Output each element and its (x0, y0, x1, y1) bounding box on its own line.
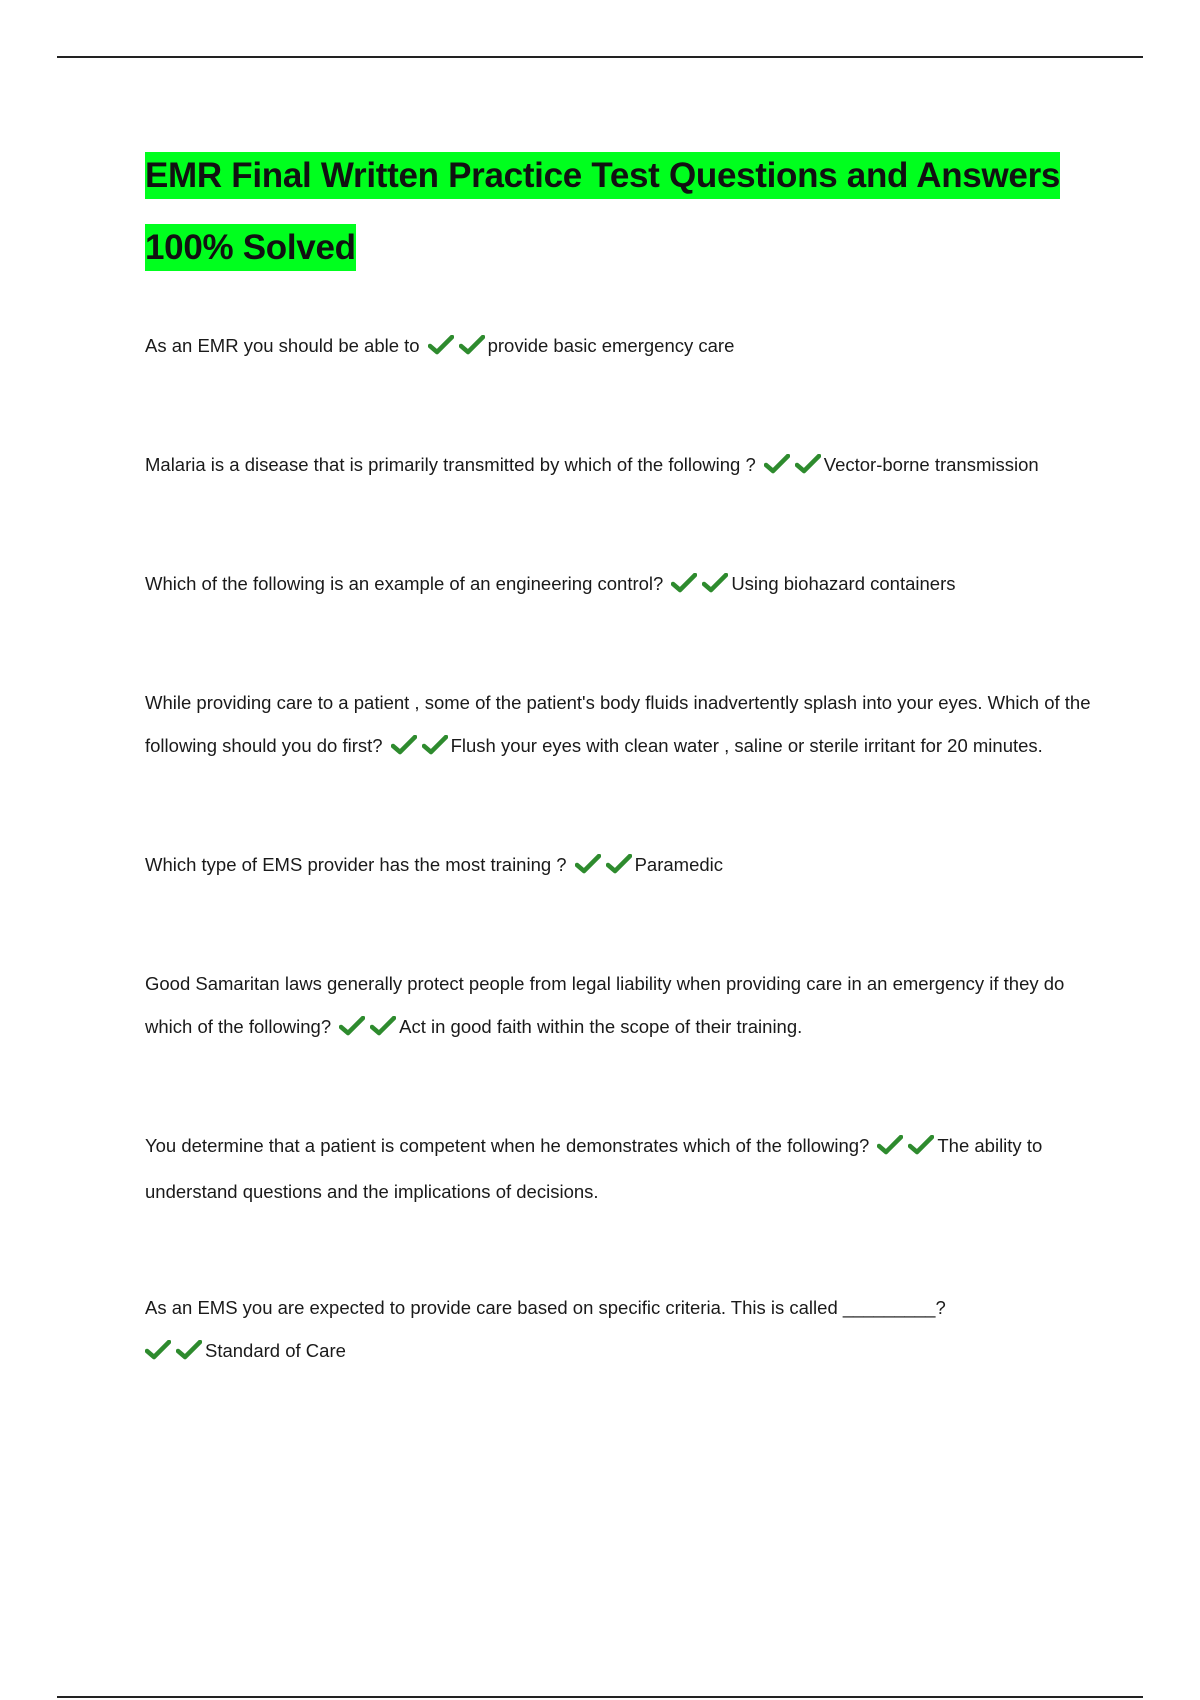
answer-text: Paramedic (634, 854, 724, 875)
qa-item (145, 843, 1095, 889)
document-title (145, 140, 1095, 284)
answer-text: The ability to understand questions and the implications of decisions. (145, 1135, 1043, 1202)
check-mark-icon (671, 573, 697, 593)
check-mark-icon (908, 1135, 934, 1155)
answer-marker (877, 1127, 934, 1170)
check-mark-icon (422, 735, 448, 755)
answer-marker (428, 327, 485, 370)
answer-marker (764, 446, 821, 489)
answer-marker (339, 1008, 396, 1051)
header-rule (57, 56, 1143, 58)
check-mark-icon (391, 735, 417, 755)
check-mark-icon (428, 335, 454, 355)
question-text: Which of the following is an example of an engineering control? (145, 573, 664, 594)
question-text: As an EMR you should be able to (145, 335, 420, 356)
title-highlight: EMR Final Written Practice Test Questions and Answers 100% Solved (145, 152, 1060, 271)
question-text: As an EMS you are expected to provide care based on specific criteria. This is called _________? (145, 1297, 946, 1318)
question-text: While providing care to a patient , some of the patient's body fluids inadvertently splash into your eyes. Which of the following should you do first? (145, 692, 1091, 756)
check-mark-icon (764, 454, 790, 474)
qa-item (145, 562, 1095, 608)
qa-item (145, 681, 1095, 770)
check-mark-icon (176, 1340, 202, 1360)
answer-text: Flush your eyes with clean water , saline or sterile irritant for 20 minutes. (450, 735, 1043, 756)
check-mark-icon (606, 854, 632, 874)
answer-marker (671, 565, 728, 608)
check-mark-icon (575, 854, 601, 874)
answer-text: Vector-borne transmission (823, 454, 1039, 475)
qa-item (145, 324, 1095, 370)
check-mark-icon (459, 335, 485, 355)
answer-marker (145, 1332, 202, 1375)
qa-item (145, 1286, 1095, 1375)
check-mark-icon (877, 1135, 903, 1155)
document-body (145, 140, 1095, 1375)
footer-rule (57, 1696, 1143, 1698)
qa-item (145, 1124, 1095, 1213)
question-text: Which type of EMS provider has the most training ? (145, 854, 567, 875)
check-mark-icon (145, 1340, 171, 1360)
qa-item (145, 443, 1095, 489)
check-mark-icon (795, 454, 821, 474)
answer-text: Act in good faith within the scope of their training. (399, 1016, 803, 1037)
check-mark-icon (339, 1016, 365, 1036)
check-mark-icon (702, 573, 728, 593)
question-text: Good Samaritan laws generally protect people from legal liability when providing care in an emergency if they do which of the following? (145, 973, 1065, 1037)
answer-marker (575, 846, 632, 889)
answer-text: provide basic emergency care (487, 335, 735, 356)
check-mark-icon (370, 1016, 396, 1036)
question-text: You determine that a patient is competent when he demonstrates which of the following? (145, 1135, 870, 1156)
answer-text: Standard of Care (205, 1340, 346, 1361)
qa-item (145, 962, 1095, 1051)
answer-marker (391, 727, 448, 770)
question-text: Malaria is a disease that is primarily transmitted by which of the following ? (145, 454, 756, 475)
answer-text: Using biohazard containers (731, 573, 956, 594)
